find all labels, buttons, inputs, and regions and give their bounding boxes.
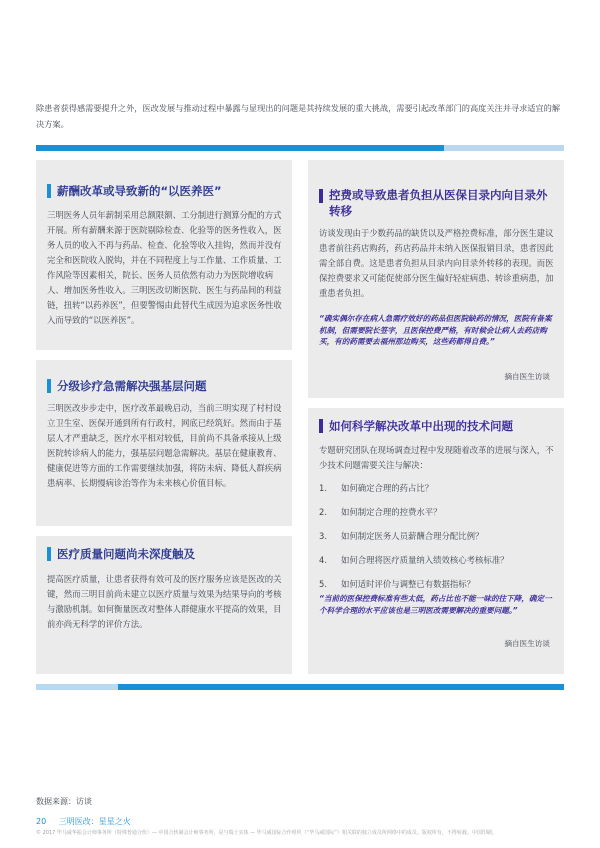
question-item: 2. 如何制定合理的控费水平？ <box>319 507 442 517</box>
section-title: 薪酬改革或导致新的“以医养医” <box>57 184 222 198</box>
question-item: 1. 如何确定合理的药占比？ <box>319 483 434 493</box>
section-title: 医疗质量问题尚未深度触及 <box>57 547 195 561</box>
section-title: 分级诊疗急需解决强基层问题 <box>57 379 207 393</box>
bottom-divider-accent <box>36 684 118 690</box>
section-body: 提高医疗质量，让患者获得有效可及的医疗服务应该是医改的关键，然而三明目前尚未建立以医疗质量与效果为结果导向的考核与激励机制。如何衡量医改对整体人群健康水平提高的效果，目前亦尚无科学的评价方法。 <box>47 574 282 629</box>
section-body: 访谈发现由于少数药品的缺货以及严格控费标准，部分医生建议患者前往药店购药，药店药品并未纳入医保报销目录，患者因此需全部自费。这是患者负担从目录内向目录外转移的表现。而医保控费要求又可能促使部分医生偏好轻症病患、转诊重病患，加重患者负担。 <box>319 228 554 298</box>
section-marker <box>47 184 51 198</box>
section-title: 如何科学解决改革中出现的技术问题 <box>329 419 513 433</box>
top-divider-accent <box>444 145 564 151</box>
intro-paragraph: 除患者获得感需要提升之外，医改发展与推动过程中暴露与显现出的问题是其持续发展的重大挑战，需要引起改革部门的高度关注并寻求适宜的解决方案。 <box>36 103 561 129</box>
doctor-quote: “当前的医保控费标准有些太低，药占比也不能一味的往下降，确定一个科学合理的水平应该也是三明医改需要解决的重要问题。” <box>319 594 552 615</box>
top-divider-bar <box>36 145 564 151</box>
document-title: 三明医改：星星之火 <box>58 817 131 826</box>
quote-source: 摘自医生访谈 <box>504 372 550 381</box>
panel-tiered-care <box>36 360 292 526</box>
question-list <box>319 482 555 602</box>
panel-medical-quality <box>36 536 292 674</box>
section-body: 专题研究团队在现场调查过程中发现随着改革的进展与深入，不少技术问题需要关注与解决： <box>319 445 554 470</box>
question-item: 5. 如何适时评价与调整已有数据指标？ <box>319 579 475 589</box>
bottom-divider-bar <box>36 684 564 690</box>
quote-source: 摘自医生访谈 <box>504 639 550 648</box>
question-item: 4. 如何合理将医疗质量纳入绩效核心考核标准？ <box>319 555 509 565</box>
question-item: 3. 如何制定医务人员薪酬合理分配比例？ <box>319 531 484 541</box>
page-footer <box>36 816 131 827</box>
section-marker <box>319 189 323 203</box>
panel-salary-reform <box>36 160 292 350</box>
section-title: 控费或导致患者负担从医保目录内向目录外转移 <box>329 188 548 218</box>
section-marker <box>47 547 51 561</box>
data-source-note: 数据来源：访谈 <box>36 797 92 806</box>
panel-technical-issues <box>308 408 564 674</box>
section-marker <box>47 379 51 393</box>
page-number: 20 <box>36 817 47 826</box>
section-marker <box>319 419 323 433</box>
doctor-quote: “确实偶尔存在病人急需疗效好的药品但医院缺药的情况，医院有备案机制，但需要院长签字，且医保控费严格，有时候会让病人去药店购买，有的药需要去福州那边购买，这些药都得自费。” <box>319 314 552 346</box>
section-body: 三明医务人员年薪制采用总额限额、工分制进行测算分配的方式开展。所有薪酬来源于医院剔除检查、化验等的医务性收入，医务人员的收入不再与药品、检查、化验等收入挂钩，然而并没有完全和医院收入脱钩，并在不同程度上与工作量、工作质量、工作风险等因素相关，院长、医务人员依然有动力为医院增收病人、增加医务性收入。三明医改切断医院、医生与药品间的利益链，扭转“以药养医”，但要警惕由此替代生成因为追求医务性收入而导致的“以医养医”。 <box>47 210 282 325</box>
panel-cost-control <box>308 160 564 398</box>
section-body: 三明医改步步走中，医疗改革最晚启动，当前三明实现了村村设立卫生室、医保开通到所有行政村，网底已经筑好。然而由于基层人才严重缺乏，医疗水平相对较低，目前尚不具备承接从上级医院转诊病人的能力，强基层问题急需解决。基层在健康教育、健康促进等方面的工作需要继续加强，将防未病、降低人群疾病患病率、长期慢病诊治等作为未来核心价值目标。 <box>47 403 282 488</box>
copyright-note: © 2017 毕马威华振会计师事务所（特殊普通合伙）— 中国合伙制会计师事务所，是与瑞士实体 — 毕马威国际合作组织（“毕马威国际”）相关联的独立成员所网络中的成员。版权所有，不得转载。中国印刷。 <box>36 830 497 836</box>
